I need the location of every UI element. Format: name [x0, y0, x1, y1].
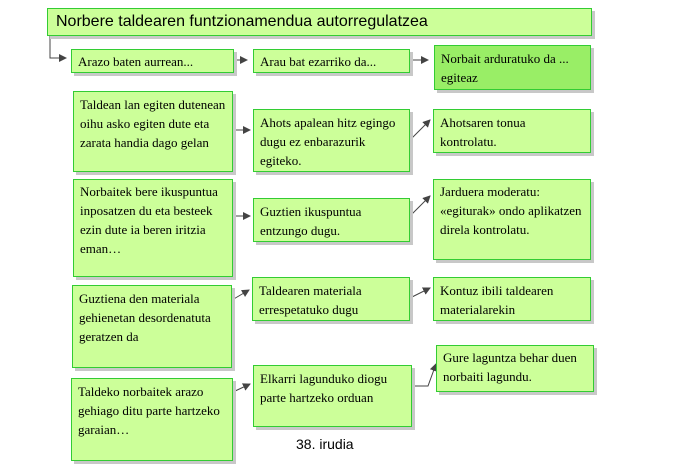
- diagram-title: Norbere taldearen funtzionamendua autorregulatzea: [47, 8, 592, 36]
- arrow-row3-b: [410, 288, 430, 298]
- row4-situation: Taldeko norbaitek arazo gehiago ditu parte hartzeko garaian…: [71, 378, 233, 461]
- row3-rule: Taldearen materiala errespetatuko dugu: [252, 277, 410, 321]
- row3-situation: Guztiena den materiala gehienetan desordenatuta geratzen da: [72, 285, 232, 368]
- row2-situation: Norbaitek bere ikuspuntua inposatzen du eta besteek ezin dute ia beren iritzia eman…: [73, 179, 233, 277]
- arrow-row4-b: [412, 364, 436, 386]
- header-problem: Arazo baten aurrean...: [71, 49, 234, 73]
- row2-rule: Guztien ikuspuntua entzungo dugu.: [253, 198, 410, 242]
- header-responsibility: Norbait arduratuko da ... egiteaz: [434, 45, 591, 90]
- figure-caption: 38. irudia: [296, 436, 354, 452]
- arrow-row2-b: [410, 196, 430, 216]
- row2-responsibility: Jarduera moderatu: «egiturak» ondo aplikatzen direla kontrolatu.: [433, 179, 591, 260]
- row4-rule: Elkarri lagunduko diogu parte hartzeko orduan: [253, 365, 412, 427]
- arrow-row1-b: [410, 120, 430, 140]
- row3-responsibility: Kontuz ibili taldearen materialarekin: [433, 277, 591, 321]
- arrow-title-to-problem: [50, 36, 66, 58]
- row4-responsibility: Gure laguntza behar duen norbaiti lagundu.: [436, 345, 594, 392]
- header-rule: Arau bat ezarriko da...: [253, 49, 410, 73]
- row1-responsibility: Ahotsaren tonua kontrolatu.: [433, 109, 591, 153]
- arrow-row4-a: [233, 384, 250, 392]
- row1-rule: Ahots apalean hitz egingo dugu ez enbarazurik egiteko.: [253, 109, 410, 172]
- arrow-row3-a: [232, 290, 249, 300]
- row1-situation: Taldean lan egiten dutenean oihu asko egiten dute eta zarata handia dago gelan: [73, 91, 233, 172]
